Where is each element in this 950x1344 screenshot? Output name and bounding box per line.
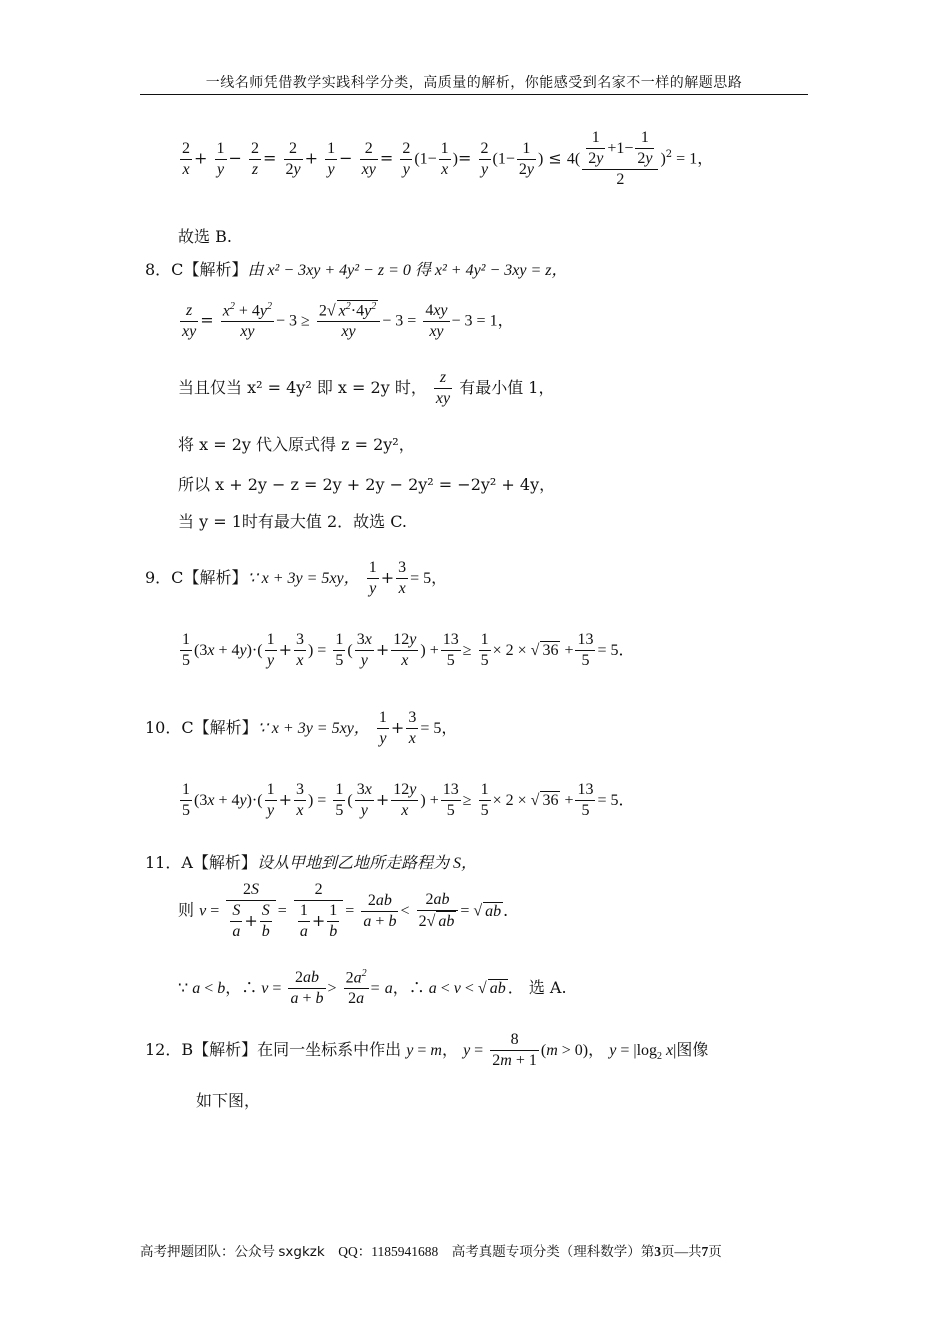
problem-8-line-3: 将 x = 2y 代入原式得 z = 2y²，: [178, 435, 415, 454]
problem-number: 11．A: [145, 853, 193, 872]
problem-10-title: 10．C【解析】∵ x + 3y = 5xy， $\frac{1}{y}$ + $\frac{3}{x}$ = 5，: [145, 709, 458, 747]
header-divider: [140, 94, 808, 95]
footer-total: 7: [701, 1244, 709, 1259]
problem-9-title: 9．C【解析】∵ x + 3y = 5xy， $\frac{1}{y}$ + $\frac{3}{x}$ = 5，: [145, 559, 448, 597]
problem-11-conclusion: ∵ a < b，∴ v = $\frac{2ab}{a + b}$ > $\frac{2a^2}{2a}$ = a，∴ a < v < √ ab ． 选 A.: [178, 968, 567, 1008]
problem-8-inequality: $\frac{z}{xy}$ = $\frac{x^2 + 4y^2}{xy}$ − 3 ≥ $\frac{2√ x^2\cdot 4y^2}{xy}$ − 3 = $\frac{4xy}{xy}$ − 3 = 1，: [182, 300, 514, 341]
problem-8-line-1: 由 x² − 3xy + 4y² − z = 0 得 x² + 4y² − 3xy = z，: [247, 262, 568, 279]
analysis-tag: 【解析】: [183, 568, 248, 587]
analysis-tag: 【解析】: [183, 260, 248, 279]
problem-number: 12．B: [145, 1040, 194, 1059]
problem-8-line-2: 当且仅当 x² = 4y² 即 x = 2y 时， $\frac{z}{xy}$ 有最小值 1，: [178, 369, 555, 407]
conclusion-b: 故选 B.: [178, 227, 232, 246]
footer-qq: 1185941688: [371, 1244, 439, 1259]
analysis-tag: 【解析】: [192, 853, 257, 872]
problem-11-line-1: 设从甲地到乙地所走路程为 S，: [256, 855, 477, 872]
analysis-tag: 【解析】: [193, 718, 258, 737]
footer-series: 高考真题专项分类（理科数学）第: [451, 1244, 655, 1259]
problem-8-line-5: 当 y = 1时有最大值 2．故选 C.: [178, 512, 407, 531]
footer-account: sxgkzk: [278, 1244, 325, 1260]
analysis-tag: 【解析】: [193, 1040, 258, 1059]
problem-9-line-1: ∵ x + 3y = 5xy，: [247, 570, 360, 587]
formula-continuation: $\frac{2}{x}$ + $\frac{1}{y}$ − $\frac{2}{z}$ = $\frac{2}{2y}$ + $\frac{1}{y}$ − $\frac{2}{xy}$ = $\frac{2}{y}$ (1− $\frac{1}{x}$ )= $\frac{2}{y}$ (1− $\frac{1}{2y}$ ) ≤ 4( $\frac{1}{2y}$ +1− $\frac{1}{2y}$ 2 )$^2$ = 1，: [182, 129, 714, 188]
problem-10-line-1: ∵ x + 3y = 5xy，: [257, 720, 370, 737]
problem-11-title: [145, 850, 477, 873]
footer-page: 3: [654, 1244, 661, 1259]
problem-11-formula: 则 v = 2S $\frac{S}{a}$ + $\frac{S}{b}$ = 2 $\frac{1}{a}$ + $\frac{1}{b}$ = $\frac{2ab}{a + b}$ < $\frac{2ab}{2√ ab}$ = √ ab ．: [178, 881, 520, 940]
problem-12-line-2: 如下图，: [196, 1091, 261, 1110]
problem-8-line-4: 所以 x + 2y − z = 2y + 2y − 2y² = −2y² + 4y，: [178, 475, 556, 494]
page-footer: [140, 1240, 840, 1260]
problem-8-title: [145, 257, 568, 280]
page-header: 一线名师凭借教学实践科学分类，高质量的解析，你能感受到名家不一样的解题思路: [205, 75, 743, 91]
problem-9-formula: $\frac{1}{5}$ (3x + 4y)·( $\frac{1}{y}$ + $\frac{3}{x}$ ) = $\frac{1}{5}$ ( $\frac{3x}{y}$ + $\frac{12y}{x}$ ) + $\frac{13}{5}$ ≥ $\frac{1}{5}$ × 2 × √ 36 + $\frac{13}{5}$ = 5．: [182, 631, 635, 669]
footer-mid: 页—共: [660, 1244, 702, 1259]
footer-team: 高考押题团队：公众号: [140, 1244, 275, 1259]
problem-10-formula: $\frac{1}{5}$ (3x + 4y)·( $\frac{1}{y}$ + $\frac{3}{x}$ ) = $\frac{1}{5}$ ( $\frac{3x}{y}$ + $\frac{12y}{x}$ ) + $\frac{13}{5}$ ≥ $\frac{1}{5}$ × 2 × √ 36 + $\frac{13}{5}$ = 5．: [182, 781, 635, 819]
problem-number: 8．C: [145, 260, 184, 279]
footer-end: 页: [708, 1244, 722, 1259]
problem-12-title: 12．B【解析】在同一坐标系中作出 y = m， y = $\frac{8}{2m + 1}$ (m > 0)， $y = |\log_2$ x|图像: [145, 1031, 709, 1069]
problem-number: 10．C: [145, 718, 194, 737]
footer-qq-label: QQ：: [338, 1244, 372, 1259]
problem-number: 9．C: [145, 568, 184, 587]
